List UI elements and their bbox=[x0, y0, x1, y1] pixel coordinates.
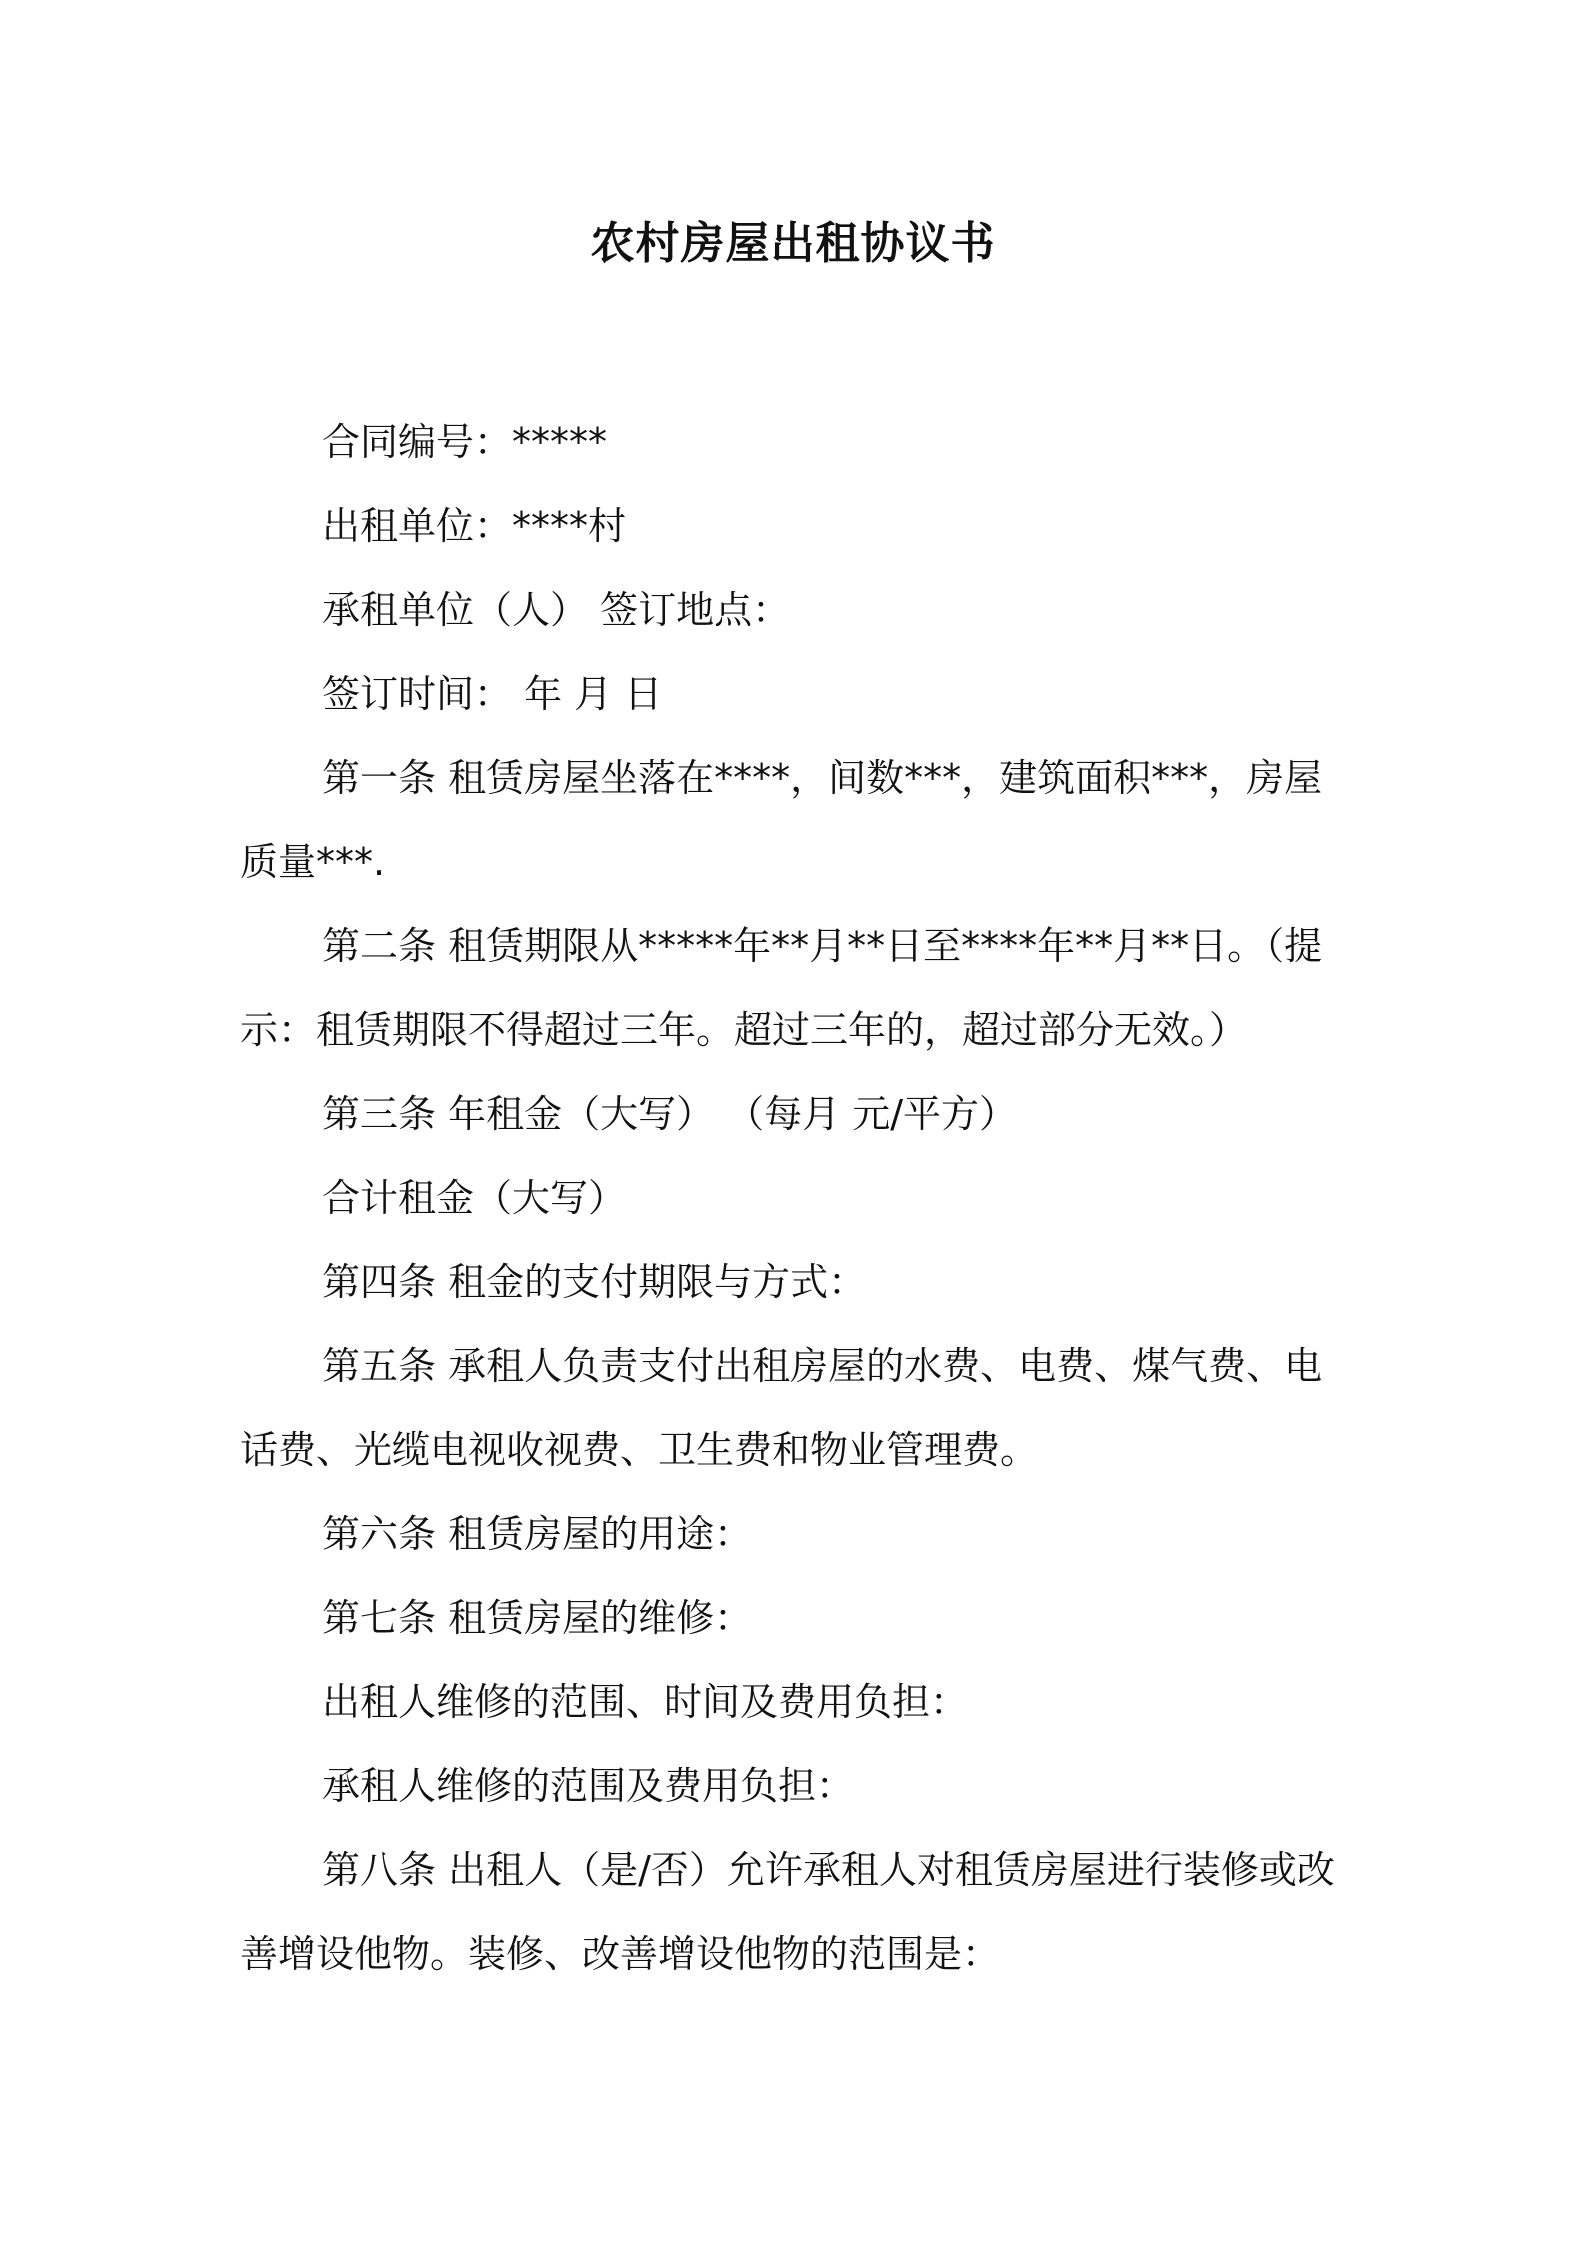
article-6: 第六条 租赁房屋的用途： bbox=[322, 1512, 753, 1556]
article-3: 第三条 年租金（大写） （每月 元/平方） bbox=[322, 1092, 1018, 1136]
lessor-unit: 出租单位：****村 bbox=[322, 504, 627, 548]
document-body bbox=[240, 400, 1355, 1996]
article-5: 第五条 承租人负责支付出租房屋的水费、电费、煤气费、电话费、光缆电视收视费、卫生费和物业管理费。 bbox=[240, 1344, 1323, 1472]
signing-date: 签订时间： 年 月 日 bbox=[322, 672, 663, 716]
article-7: 第七条 租赁房屋的维修： bbox=[322, 1596, 753, 1640]
lessor-repair-scope: 出租人维修的范围、时间及费用负担： bbox=[322, 1680, 969, 1724]
article-1: 第一条 租赁房屋坐落在****，间数***，建筑面积***，房屋质量***. bbox=[240, 756, 1323, 884]
total-rent: 合计租金（大写） bbox=[322, 1176, 627, 1220]
contract-number: 合同编号：***** bbox=[322, 420, 608, 464]
article-2: 第二条 租赁期限从*****年**月**日至****年**月**日。（提示：租赁期限不得超过三年。超过三年的，超过部分无效。） bbox=[240, 924, 1323, 1052]
lessee-repair-scope: 承租人维修的范围及费用负担： bbox=[322, 1764, 855, 1808]
lessee-and-signing-place: 承租单位（人） 签订地点： bbox=[322, 588, 791, 632]
article-4: 第四条 租金的支付期限与方式： bbox=[322, 1260, 867, 1304]
article-8: 第八条 出租人（是/否）允许承租人对租赁房屋进行装修或改善增设他物。装修、改善增设他物的范围是： bbox=[240, 1848, 1335, 1976]
document-title: 农村房屋出租协议书 bbox=[590, 218, 996, 269]
